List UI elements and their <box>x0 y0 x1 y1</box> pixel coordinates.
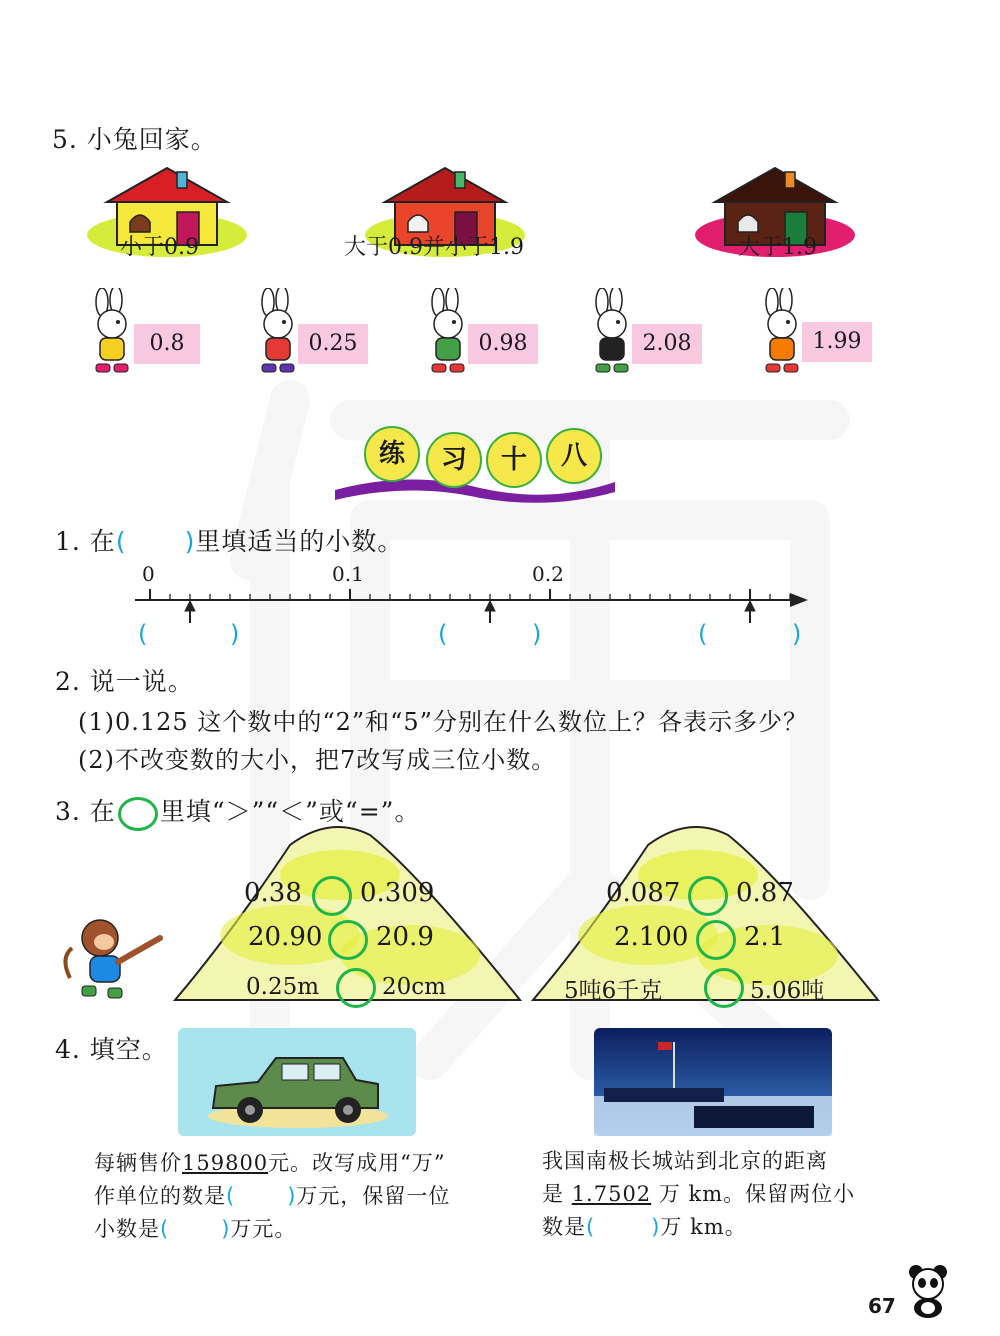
q1-suffix: 里填适当的小数。 <box>195 527 404 556</box>
compare-circle[interactable] <box>328 920 368 960</box>
compare-circle[interactable] <box>312 876 352 916</box>
answer-paren-close: ) <box>792 620 802 648</box>
q4-right-line2a: 是 <box>542 1182 564 1206</box>
q4-left-text: 每辆售价159800元。改写成用“万” 作单位的数是( )万元，保留一位 小数是( )万元。 <box>94 1151 451 1241</box>
compare-right: 5.06吨 <box>750 978 825 1004</box>
compare-circle[interactable] <box>688 876 728 916</box>
house-2 <box>344 160 530 260</box>
q4-left-line1b: 元。改写成用“万” <box>268 1151 446 1175</box>
rabbit-number: 1.99 <box>802 322 872 362</box>
q2-item-2: (2)不改变数的大小，把7改写成三位小数。 <box>78 746 557 774</box>
compare-circle[interactable] <box>696 920 736 960</box>
arrow-marker <box>485 601 495 623</box>
answer-paren-open: ( <box>698 620 708 648</box>
q2-item-1: (1)0.125 这个数中的“2”和“5”分别在什么数位上？各表示多少？ <box>78 708 808 736</box>
compare-circle[interactable] <box>336 968 376 1008</box>
q4-left-line1a: 每辆售价 <box>94 1151 182 1175</box>
compare-left: 0.38 <box>244 878 302 908</box>
q1-paren-close: ) <box>184 527 196 556</box>
answer-paren-close: ) <box>532 620 542 648</box>
monkey-icon <box>60 908 170 1008</box>
q3-prefix: 3. 在 <box>55 797 116 826</box>
number-line <box>130 585 810 625</box>
q4-right-line2b: 万 km。保留两位小 <box>658 1182 856 1206</box>
q4-left-line2b: 万元，保留一位 <box>296 1184 451 1208</box>
answer-paren-open: ( <box>438 620 448 648</box>
arrow-marker <box>745 601 755 623</box>
house-3 <box>690 160 860 260</box>
page-number: 67 <box>868 1294 896 1318</box>
compare-right: 0.87 <box>736 878 794 908</box>
compare-left: 0.087 <box>606 878 681 908</box>
q2-title: 2. 说一说。 <box>55 667 194 696</box>
q1-title <box>55 522 403 558</box>
station-image <box>594 1028 832 1136</box>
house-1 <box>82 160 252 260</box>
compare-right: 20.9 <box>376 922 434 952</box>
q4-right-text: 我国南极长城站到北京的距离 是 1.7502 万 km。保留两位小 数是( )万 km。 <box>542 1145 855 1244</box>
q4-left-price: 159800 <box>182 1151 269 1175</box>
tick-label: 0 <box>142 562 155 586</box>
rabbit-number: 0.98 <box>468 324 538 364</box>
q4-left-line3b: 万元。 <box>230 1217 297 1241</box>
tick-label: 0.2 <box>532 562 564 586</box>
banner-char: 十 <box>486 432 542 488</box>
tick-label: 0.1 <box>332 562 364 586</box>
car-image <box>178 1028 416 1136</box>
compare-right: 2.1 <box>744 922 786 952</box>
house-label: 大于1.9 <box>738 235 817 260</box>
arrow-marker <box>185 601 195 623</box>
compare-right: 0.309 <box>360 878 435 908</box>
compare-left: 0.25m <box>246 974 320 1000</box>
q4-title: 4. 填空。 <box>55 1035 168 1064</box>
compare-left: 5吨6千克 <box>564 978 663 1004</box>
rabbit-number: 2.08 <box>632 324 702 364</box>
q4-right-distance: 1.7502 <box>571 1182 652 1206</box>
banner-char: 习 <box>426 432 482 488</box>
compare-circle[interactable] <box>704 968 744 1008</box>
q1-paren-open: ( <box>115 527 127 556</box>
banner-char: 练 <box>364 426 420 482</box>
panda-icon <box>902 1262 954 1322</box>
answer-paren-close: ) <box>230 620 240 648</box>
q4-right-line3a: 数是 <box>542 1215 586 1239</box>
q5-title: 5. 小兔回家。 <box>52 125 217 154</box>
compare-right: 20cm <box>382 974 446 1000</box>
q3-suffix: 里填“＞”“＜”或“=”。 <box>159 797 421 826</box>
q4-left-line2a: 作单位的数是 <box>94 1184 226 1208</box>
q4-left-line3a: 小数是 <box>94 1217 160 1241</box>
rabbit-number: 0.8 <box>134 324 200 364</box>
house-label: 大于0.9并小于1.9 <box>344 235 524 260</box>
house-label: 小于0.9 <box>120 235 199 260</box>
q1-prefix: 1. 在 <box>55 527 116 556</box>
rabbit-number: 0.25 <box>298 324 368 364</box>
banner-char: 八 <box>546 428 602 484</box>
compare-left: 20.90 <box>248 922 323 952</box>
green-circle-icon <box>118 797 158 831</box>
compare-left: 2.100 <box>614 922 689 952</box>
q4-right-line3b: 万 km。 <box>660 1215 747 1239</box>
q4-right-line1: 我国南极长城站到北京的距离 <box>542 1149 828 1173</box>
answer-paren-open: ( <box>138 620 148 648</box>
